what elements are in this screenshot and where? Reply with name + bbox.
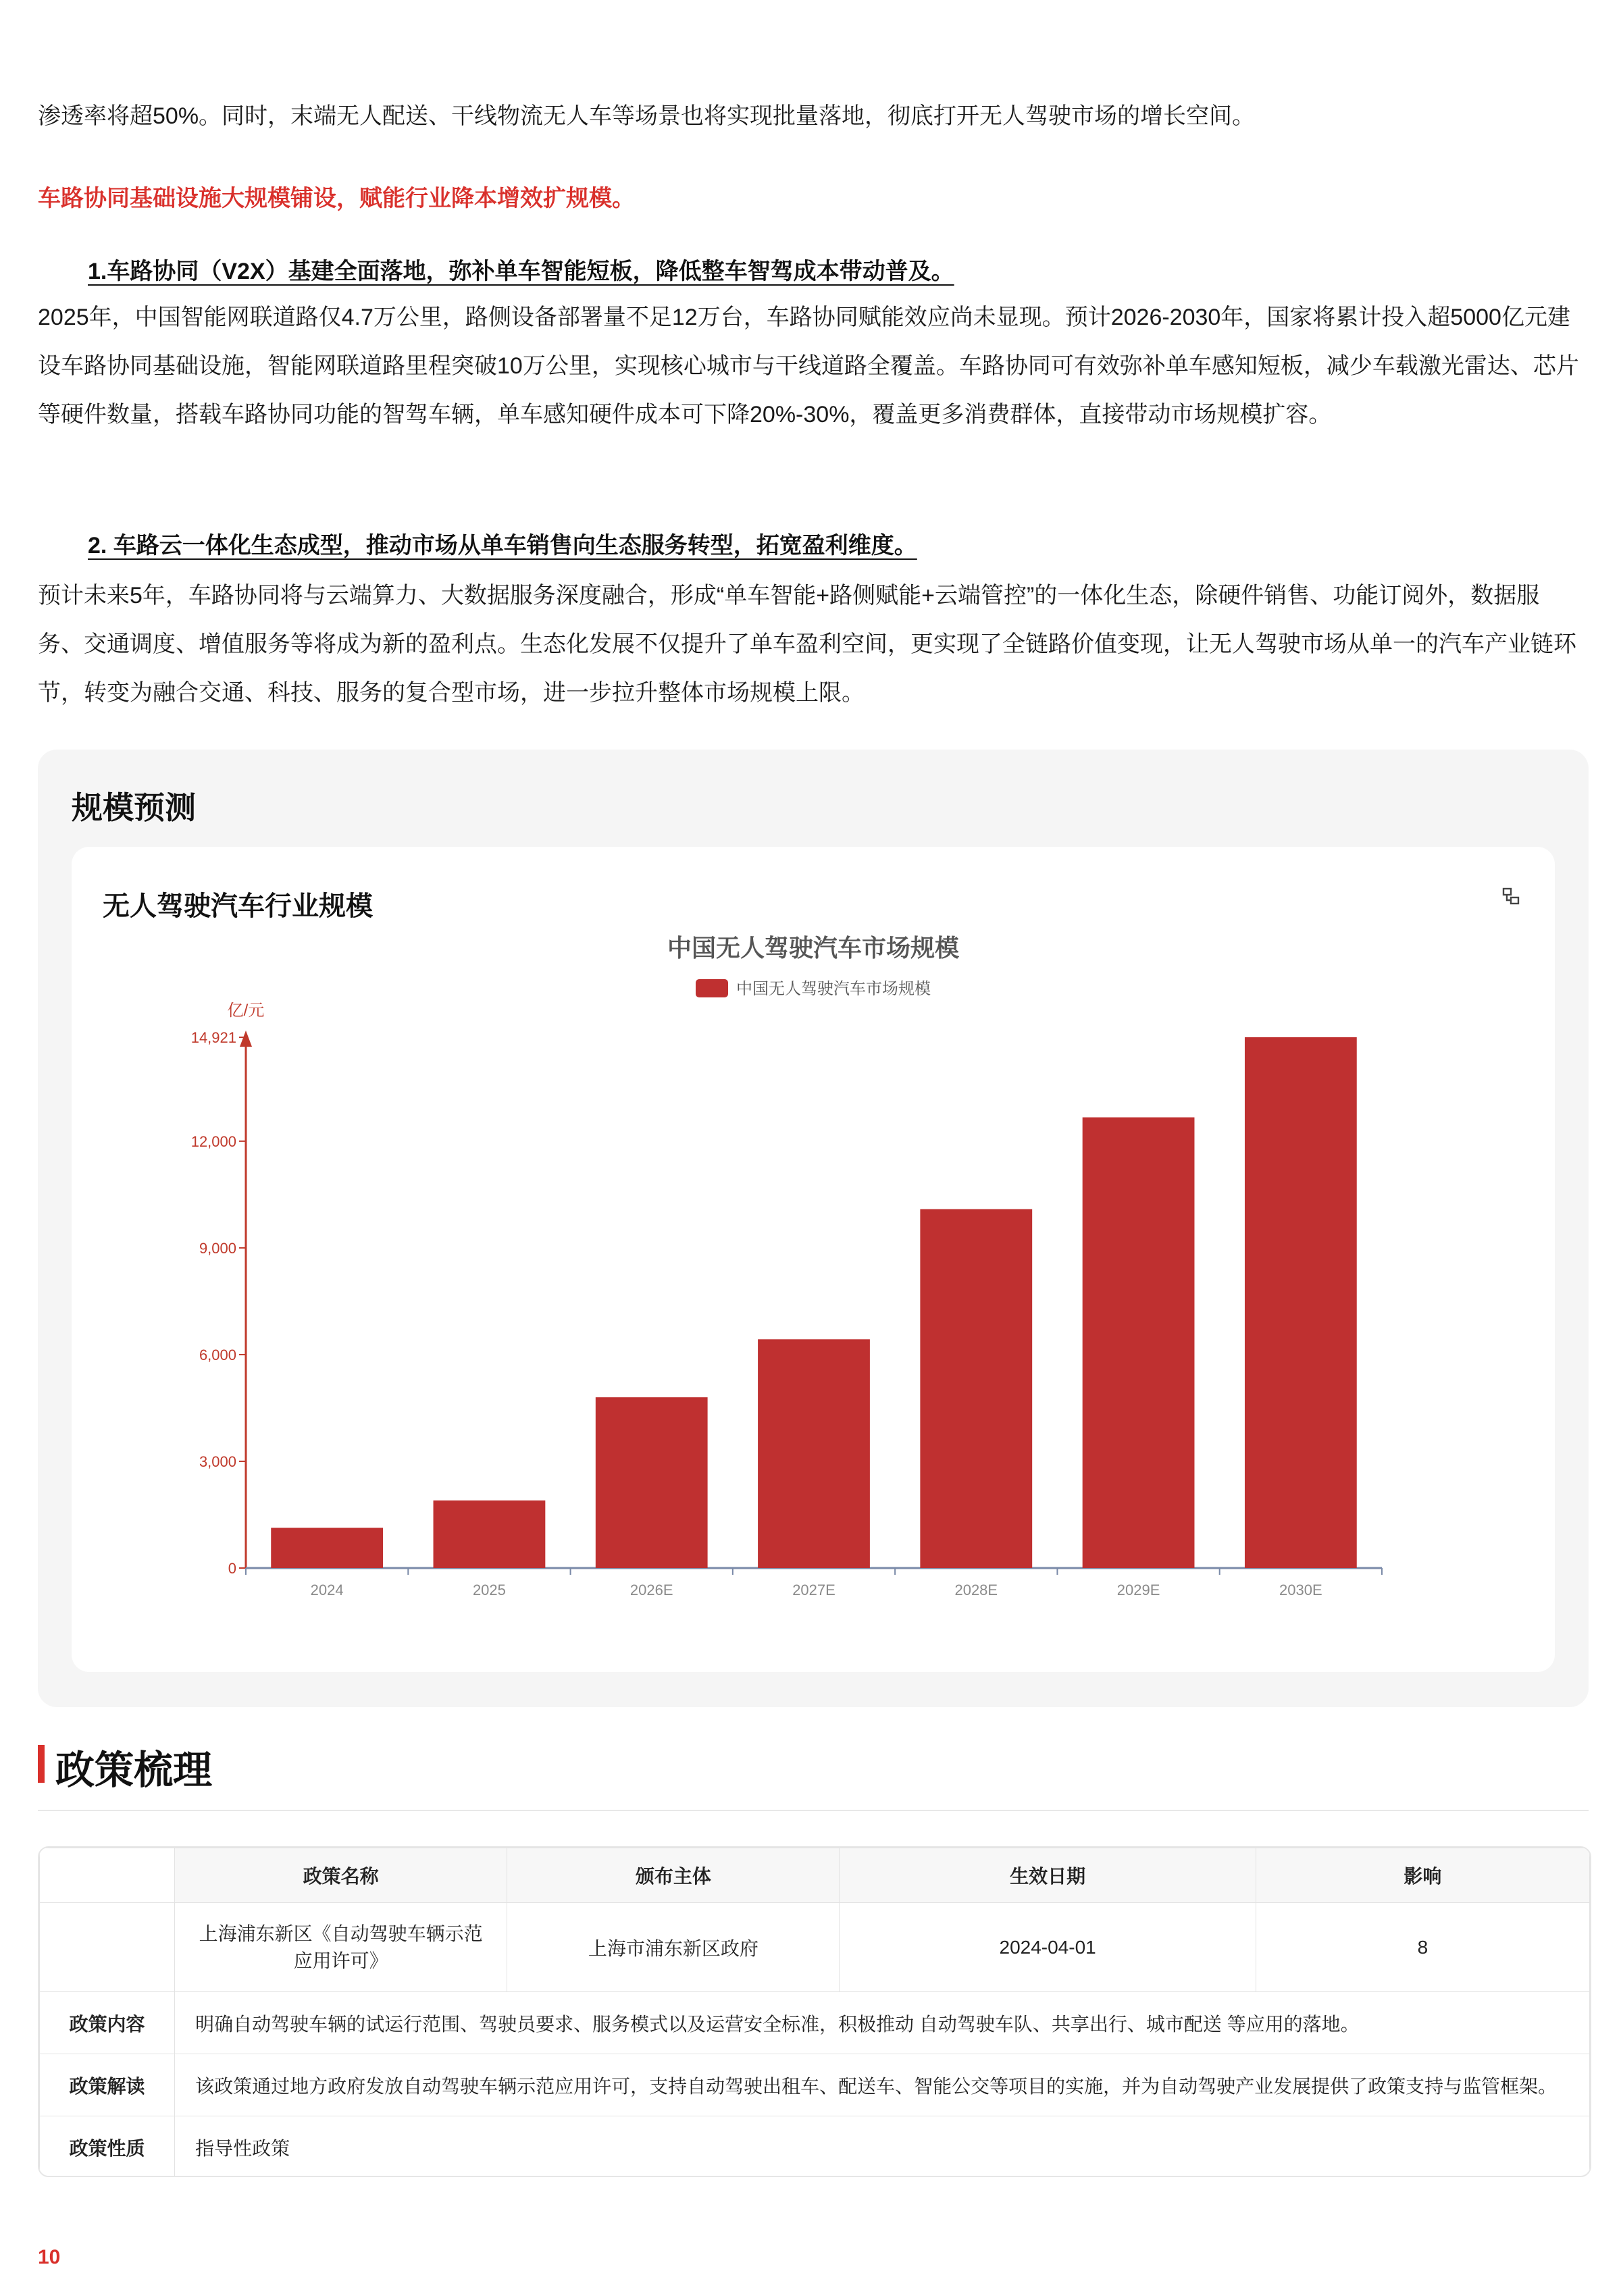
forecast-section-title: 规模预测 [72, 790, 196, 825]
policy-nature-text: 指导性政策 [175, 2116, 1590, 2178]
y-axis-unit: 亿/元 [227, 1001, 265, 1020]
bar-2027E [758, 1339, 870, 1568]
header-impact: 影响 [1256, 1848, 1589, 1903]
bar-2026E [596, 1397, 708, 1568]
y-tick-label: 3,000 [199, 1453, 236, 1470]
subsection-1-heading: 1.车路协同（V2X）基建全面落地，弥补单车智能短板，降低整车智驾成本带动普及。 [88, 259, 954, 284]
policy-section-title: 政策梳理 [55, 1748, 213, 1792]
chart-title: 中国无人驾驶汽车市场规模 [667, 934, 960, 962]
bar-2029E [1083, 1118, 1195, 1568]
header-issuer: 颁布主体 [507, 1848, 840, 1903]
issuer-cell: 上海市浦东新区政府 [507, 1903, 840, 1992]
x-tick-label: 2027E [792, 1582, 835, 1598]
y-axis-arrow [240, 1030, 252, 1047]
policy-interp-text: 该政策通过地方政府发放自动驾驶车辆示范应用许可，支持自动驾驶出租车、配送车、智能公交等项目的实施，并为自动驾驶产业发展提供了政策支持与监管框架。 [175, 2054, 1590, 2116]
bar-2024 [271, 1528, 383, 1568]
effective-date-cell: 2024-04-01 [840, 1903, 1256, 1992]
x-tick-label: 2029E [1116, 1582, 1160, 1598]
impact-cell: 8 [1256, 1903, 1589, 1992]
x-tick-label: 2028E [954, 1582, 998, 1598]
page-number: 10 [38, 2246, 61, 2268]
y-tick-label: 9,000 [199, 1239, 236, 1257]
header-empty [40, 1848, 175, 1903]
subsection-2-heading: 2. 车路云一体化生态成型，推动市场从单车销售向生态服务转型，拓宽盈利维度。 [88, 533, 917, 558]
x-tick-label: 2025 [472, 1582, 506, 1598]
bar-2028E [920, 1209, 1032, 1568]
chart-card-title: 无人驾驶汽车行业规模 [103, 891, 373, 921]
policy-interp-label: 政策解读 [40, 2054, 175, 2116]
policy-row [40, 1903, 1590, 1992]
policy-interp-row [40, 2054, 1590, 2116]
policy-content-row [40, 1992, 1590, 2054]
subsection-1-body: 2025年，中国智能网联道路仅4.7万公里，路侧设备部署量不足12万台，车路协同赋能效应尚未显现。预计2026-2030年，国家将累计投入超5000亿元建设车路协同基础设施，智能网联道路里程突破10万公里，实现核心城市与干线道路全覆盖。车路协同可有效弥补单车感知短板，减少车载激光雷达、芯片等硬件数量，搭载车路协同功能的智驾车辆，单车感知硬件成本可下降20%-30%，覆盖更多消费群体，直接带动市场规模扩容。 [38, 305, 1579, 427]
x-tick-labels [246, 1568, 1382, 1598]
bar-2030E [1245, 1037, 1357, 1568]
legend-label: 中国无人驾驶汽车市场规模 [736, 980, 931, 998]
bar-2025 [434, 1501, 546, 1568]
policy-nature-row [40, 2116, 1590, 2178]
policy-name-cell: 上海浦东新区《自动驾驶车辆示范应用许可》 [175, 1903, 507, 1992]
y-tick-label: 6,000 [199, 1346, 236, 1363]
x-tick-label: 2030E [1279, 1582, 1322, 1598]
subsection-2-body: 预计未来5年，车路协同将与云端算力、大数据服务深度融合，形成“单车智能+路侧赋能+云端管控”的一体化生态，除硬件销售、功能订阅外，数据服务、交通调度、增值服务等将成为新的盈利点。生态化发展不仅提升了单车盈利空间，更实现了全链路价值变现，让无人驾驶市场从单一的汽车产业链环节，转变为融合交通、科技、服务的复合型市场，进一步拉升整体市场规模上限。 [38, 583, 1576, 706]
y-tick-label: 12,000 [190, 1132, 236, 1150]
policy-nature-label: 政策性质 [40, 2116, 175, 2178]
y-tick-label: 14,921 [190, 1029, 236, 1046]
header-effective-date: 生效日期 [840, 1848, 1256, 1903]
policy-header-row [40, 1848, 1590, 1903]
policy-accent-bar [38, 1745, 45, 1783]
divider [38, 1810, 1589, 1811]
header-policy-name: 政策名称 [175, 1848, 507, 1903]
x-tick-label: 2026E [629, 1582, 673, 1598]
section-red-heading: 车路协同基础设施大规模铺设，赋能行业降本增效扩规模。 [38, 186, 635, 211]
y-tick-labels [191, 1029, 246, 1577]
policy-table [38, 1846, 1591, 2177]
intro-paragraph: 渗透率将超50%。同时，末端无人配送、干线物流无人车等场景也将实现批量落地，彻底打开无人驾驶市场的增长空间。 [38, 103, 1256, 129]
legend-swatch [696, 979, 728, 997]
policy-content-label: 政策内容 [40, 1992, 175, 2054]
policy-content-text: 明确自动驾驶车辆的试运行范围、驾驶员要求、服务模式以及运营安全标准，积极推动 自动驾驶车队、共享出行、城市配送 等应用的落地。 [175, 1992, 1590, 2054]
chart-bars [271, 1037, 1357, 1568]
x-tick-label: 2024 [310, 1582, 344, 1598]
row-empty [40, 1903, 175, 1992]
y-tick-label: 0 [228, 1560, 236, 1577]
